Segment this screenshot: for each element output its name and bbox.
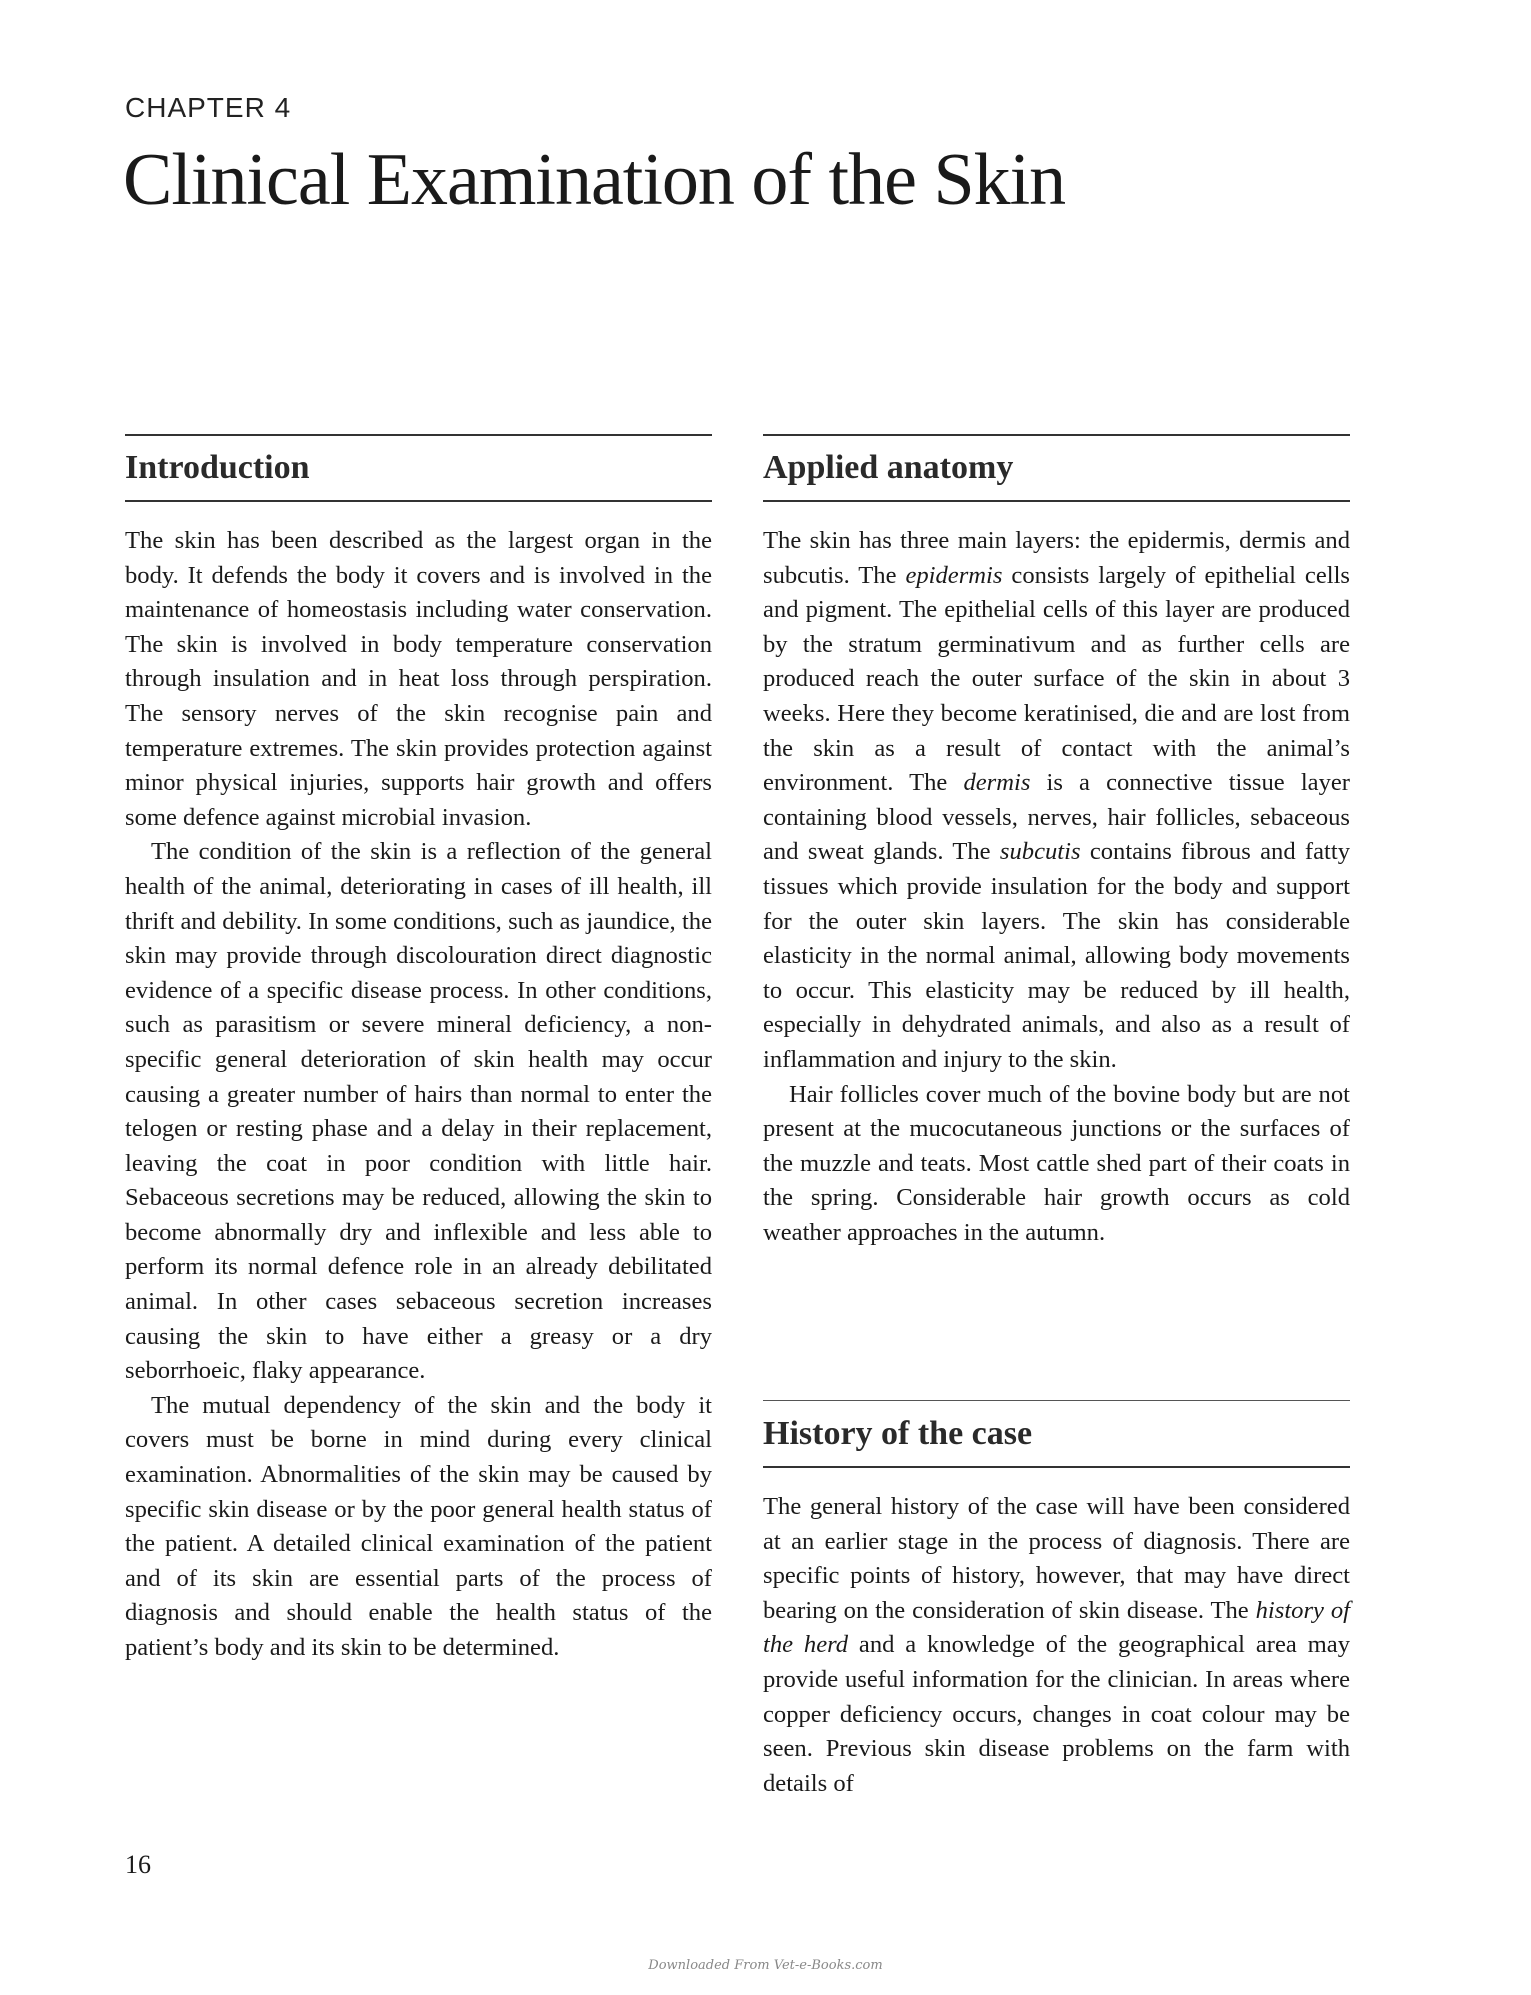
chapter-label: CHAPTER 4 bbox=[125, 92, 292, 123]
history-heading-bar bbox=[763, 1400, 1350, 1468]
paragraph: The mutual dependency of the skin and the body it covers must be borne in mind during every clinical examination. Abnormalities of the skin may be caused by specific skin disease or by the poor general health status of the patient. A detailed clinical examination of the patient and of its skin are essential parts of the process of diagnosis and should enable the health status of the patient’s body and its skin to be determined. bbox=[125, 1391, 712, 1661]
italic-term: history of the herd bbox=[763, 1596, 1350, 1659]
italic-term: subcutis bbox=[999, 838, 1081, 866]
text-run: contains fibrous and fatty tissues which provide insulation for the body and support for the outer skin layers. The skin has considerable elasticity in the normal animal, allowing body movements to occur. This elasticity may be reduced by ill health, especially in dehydrated animals, and also as a result of inflammation and injury to the skin. bbox=[763, 838, 1350, 1073]
section-heading: Applied anatomy bbox=[763, 449, 1014, 486]
section-heading: History of the case bbox=[763, 1414, 1033, 1452]
applied-anatomy-heading-bar bbox=[763, 434, 1350, 502]
paragraph: The condition of the skin is a reflection of the general health of the animal, deteriorating in cases of ill health, ill thrift and debility. In some conditions, such as jaundice, the skin may provide through discolouration direct diagnostic evidence of a specific disease process. In other conditions, such as parasitism or severe mineral deficiency, a non-specific general deterioration of skin health may occur causing a greater number of hairs than normal to enter the telogen or resting phase and a delay in their replacement, leaving the coat in poor condition with little hair. Sebaceous secretions may be reduced, allowing the skin to become abnormally dry and inflexible and less able to perform its normal defence role in an already debilitated animal. In other cases sebaceous secretion increases causing the skin to have either a greasy or a dry seborrhoeic, flaky appearance. bbox=[125, 838, 712, 1385]
introduction-section bbox=[125, 434, 712, 1666]
page-number: 16 bbox=[125, 1850, 151, 1879]
section-heading: Introduction bbox=[125, 449, 310, 486]
paragraph: Hair follicles cover much of the bovine body but are not present at the mucocutaneous junctions or the surfaces of the muzzle and teats. Most cattle shed part of their coats in the spring. Considerable hair growth occurs as cold weather approaches in the autumn. bbox=[763, 1080, 1350, 1246]
text-run: The skin has three main layers: the epidermis, dermis and subcutis. The bbox=[763, 527, 1350, 589]
history-body bbox=[763, 1490, 1350, 1801]
italic-term: dermis bbox=[963, 769, 1031, 797]
applied-anatomy-section bbox=[763, 434, 1350, 1250]
introduction-body bbox=[125, 524, 712, 1666]
paragraph bbox=[763, 1490, 1350, 1801]
text-run: The general history of the case will have been considered at an earlier stage in the process of diagnosis. There are specific points of history, however, that may have direct bearing on the consideration of skin disease. The bbox=[763, 1493, 1350, 1624]
history-section bbox=[763, 1400, 1350, 1801]
applied-anatomy-body bbox=[763, 524, 1350, 1250]
text-run: is a connective tissue layer containing blood vessels, nerves, hair follicles, sebaceous and sweat glands. The bbox=[763, 769, 1350, 866]
italic-term: epidermis bbox=[905, 561, 1003, 589]
text-run: and a knowledge of the geographical area may provide useful information for the clinician. In areas where copper deficiency occurs, changes in coat colour may be seen. Previous skin disease problems on the farm with details of bbox=[763, 1631, 1350, 1797]
text-run: consists largely of epithelial cells and pigment. The epithelial cells of this layer are produced by the stratum germinativum and as further cells are produced reach the outer surface of the skin in about 3 weeks. Here they become keratinised, die and are lost from the skin as a result of contact with the animal’s environment. The bbox=[763, 561, 1351, 797]
paragraph bbox=[763, 524, 1350, 1078]
chapter-title: Clinical Examination of the Skin bbox=[123, 139, 1066, 221]
introduction-heading-bar bbox=[125, 434, 712, 502]
watermark: Downloaded From Vet-e-Books.com bbox=[648, 1958, 883, 1973]
paragraph: The skin has been described as the largest organ in the body. It defends the body it covers and is involved in the maintenance of homeostasis including water conservation. The skin is involved in body temperature conservation through insulation and in heat loss through perspiration. The sensory nerves of the skin recognise pain and temperature extremes. The skin provides protection against minor physical injuries, supports hair growth and offers some defence against microbial invasion. bbox=[125, 527, 712, 831]
